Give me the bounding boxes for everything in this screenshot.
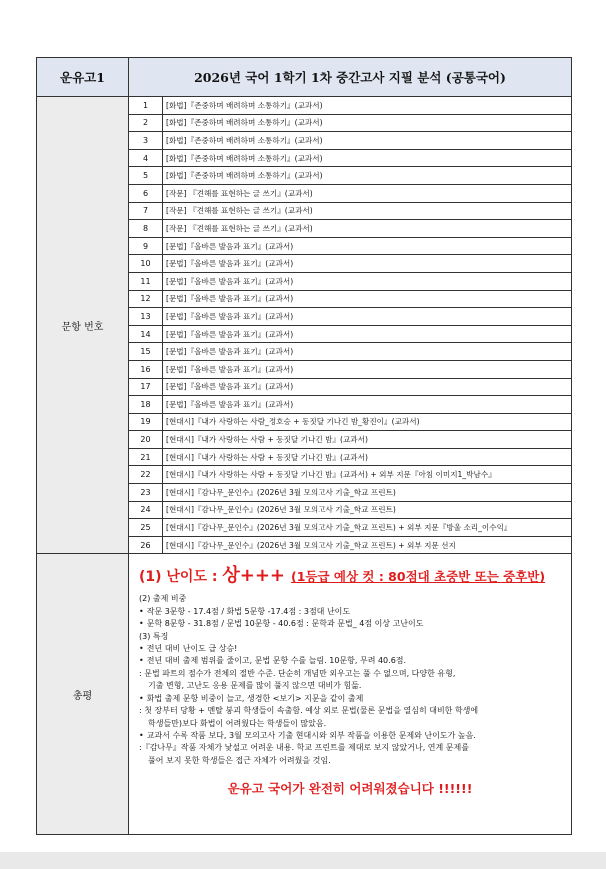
final-remark: 운유고 국어가 완전히 어려워졌습니다 !!!!!! [227, 781, 473, 797]
question-number: 19 [129, 413, 163, 431]
question-description: [화법]『존중하며 배려하며 소통하기』(교과서) [163, 167, 572, 185]
summary-line: 풀어 보지 못한 학생들은 접근 자체가 어려웠을 것임. [148, 755, 331, 765]
question-number: 12 [129, 290, 163, 308]
header-row [37, 58, 572, 97]
question-number: 15 [129, 343, 163, 361]
difficulty-heading [139, 566, 561, 587]
question-description: [문법]『올바른 발음과 표기』(교과서) [163, 325, 572, 343]
question-description: [화법]『존중하며 배려하며 소통하기』(교과서) [163, 132, 572, 150]
summary-line: • 교과서 수록 작품 보다, 3월 모의고사 기출 현대시와 외부 작품을 이용한 문제와 난이도가 높음. [139, 730, 561, 742]
question-number: 14 [129, 325, 163, 343]
question-description: [문법]『올바른 발음과 표기』(교과서) [163, 378, 572, 396]
document-title: 2026년 국어 1학기 1차 중간고사 지필 분석 (공통국어) [129, 58, 572, 97]
question-number: 1 [129, 97, 163, 115]
question-number: 24 [129, 501, 163, 519]
question-description: [문법]『올바른 발음과 표기』(교과서) [163, 396, 572, 414]
question-number: 13 [129, 308, 163, 326]
difficulty-note: (1등급 예상 컷 : 80점대 초중반 또는 중후반) [290, 569, 546, 585]
question-number: 8 [129, 220, 163, 238]
summary-line: : 첫 장부터 당황 + 멘탈 붕괴 학생들이 속출함. 예상 외로 문법(물론 문법을 열심히 대비한 학생에 [139, 706, 479, 716]
summary-line: • 화법 출제 문항 비중이 늘고, 생경한 <보기> 지문을 같이 출제 [139, 693, 561, 705]
summary-line: • 전년 대비 출제 범위를 줄이고, 문법 문항 수를 늘림. 10문항, 무려 40.6점. [139, 655, 561, 667]
question-number: 2 [129, 114, 163, 132]
question-description: [화법]『존중하며 배려하며 소통하기』(교과서) [163, 97, 572, 115]
question-description: [문법]『올바른 발음과 표기』(교과서) [163, 272, 572, 290]
question-description: [화법]『존중하며 배려하며 소통하기』(교과서) [163, 114, 572, 132]
question-number: 16 [129, 360, 163, 378]
question-description: [현대시]『감나무_문인수』(2026년 3월 모의고사 기출_학교 프린트) [163, 484, 572, 502]
summary-content [129, 554, 572, 835]
question-number: 7 [129, 202, 163, 220]
question-description: [현대시]『내가 사랑하는 사람 + 동짓달 기나긴 밤』(교과서) [163, 431, 572, 449]
question-description: [현대시]『감나무_문인수』(2026년 3월 모의고사 기출_학교 프린트) + 외부 지문 선지 [163, 536, 572, 554]
question-number: 23 [129, 484, 163, 502]
question-number: 26 [129, 536, 163, 554]
difficulty-value: 상+++ [222, 565, 285, 587]
question-description: [문법]『올바른 발음과 표기』(교과서) [163, 360, 572, 378]
question-description: [작문] 『견해를 표현하는 글 쓰기』(교과서) [163, 220, 572, 238]
question-description: [화법]『존중하며 배려하며 소통하기』(교과서) [163, 149, 572, 167]
question-number: 21 [129, 448, 163, 466]
question-description: [문법]『올바른 발음과 표기』(교과서) [163, 255, 572, 273]
question-number: 4 [129, 149, 163, 167]
summary-line: 기출 변형, 고난도 응용 문제를 많이 풀지 않으면 대비가 힘듦. [148, 681, 362, 691]
difficulty-prefix: (1) 난이도 : [139, 569, 223, 586]
question-description: [현대시]『내가 사랑하는 사람 + 동짓달 기나긴 밤』(교과서) + 외부 지문『아침 이미지1_박남수』 [163, 466, 572, 484]
question-number: 18 [129, 396, 163, 414]
summary-row [37, 554, 572, 835]
question-description: [현대시]『내가 사랑하는 사람_정호승 + 동짓달 기나긴 밤_황진이』(교과서) [163, 413, 572, 431]
summary-line: (3) 특징 [139, 631, 169, 641]
summary-line: • 전년 대비 난이도 급 상승! [139, 643, 561, 655]
question-number: 6 [129, 184, 163, 202]
question-description: [작문] 『견해를 표현하는 글 쓰기』(교과서) [163, 184, 572, 202]
question-description: [현대시]『내가 사랑하는 사람 + 동짓달 기나긴 밤』(교과서) [163, 448, 572, 466]
question-description: [문법]『올바른 발음과 표기』(교과서) [163, 290, 572, 308]
question-number-label: 문항 번호 [37, 97, 129, 554]
question-number: 11 [129, 272, 163, 290]
question-number: 5 [129, 167, 163, 185]
question-description: [현대시]『감나무_문인수』(2026년 3월 모의고사 기출_학교 프린트) [163, 501, 572, 519]
question-description: [문법]『올바른 발음과 표기』(교과서) [163, 237, 572, 255]
question-description: [현대시]『감나무_문인수』(2026년 3월 모의고사 기출_학교 프린트) + 외부 지문『방울 소리_이수익』 [163, 519, 572, 537]
question-number: 10 [129, 255, 163, 273]
question-number: 3 [129, 132, 163, 150]
question-description: [문법]『올바른 발음과 표기』(교과서) [163, 308, 572, 326]
summary-line: 학생들만)보다 화법이 어려웠다는 학생들이 많았음. [148, 718, 327, 728]
summary-line: • 문학 8문항 - 31.8점 / 문법 10문항 - 40.6점 : 문학과 문법_ 4점 이상 고난이도 [139, 618, 561, 630]
school-name: 운유고1 [37, 58, 129, 97]
question-number: 17 [129, 378, 163, 396]
summary-line: • 작문 3문항 - 17.4점 / 화법 5문항 -17.4점 : 3점대 난이도 [139, 606, 561, 618]
question-number: 20 [129, 431, 163, 449]
question-number: 22 [129, 466, 163, 484]
question-description: [작문] 『견해를 표현하는 글 쓰기』(교과서) [163, 202, 572, 220]
summary-line: :『감나무』작품 자체가 낯설고 어려운 내용. 학교 프린트를 제대로 보지 않았거나, 연계 문제를 [139, 743, 469, 753]
summary-label: 총평 [37, 554, 129, 835]
analysis-table [36, 57, 572, 835]
question-description: [문법]『올바른 발음과 표기』(교과서) [163, 343, 572, 361]
question-number: 25 [129, 519, 163, 537]
question-row [37, 97, 572, 115]
summary-line: (2) 출제 비중 [139, 594, 187, 604]
summary-line: : 문법 파트의 점수가 전체의 절반 수준. 단순히 개념만 외우고는 풀 수 없으며, 다양한 유형, [139, 668, 456, 678]
question-number: 9 [129, 237, 163, 255]
